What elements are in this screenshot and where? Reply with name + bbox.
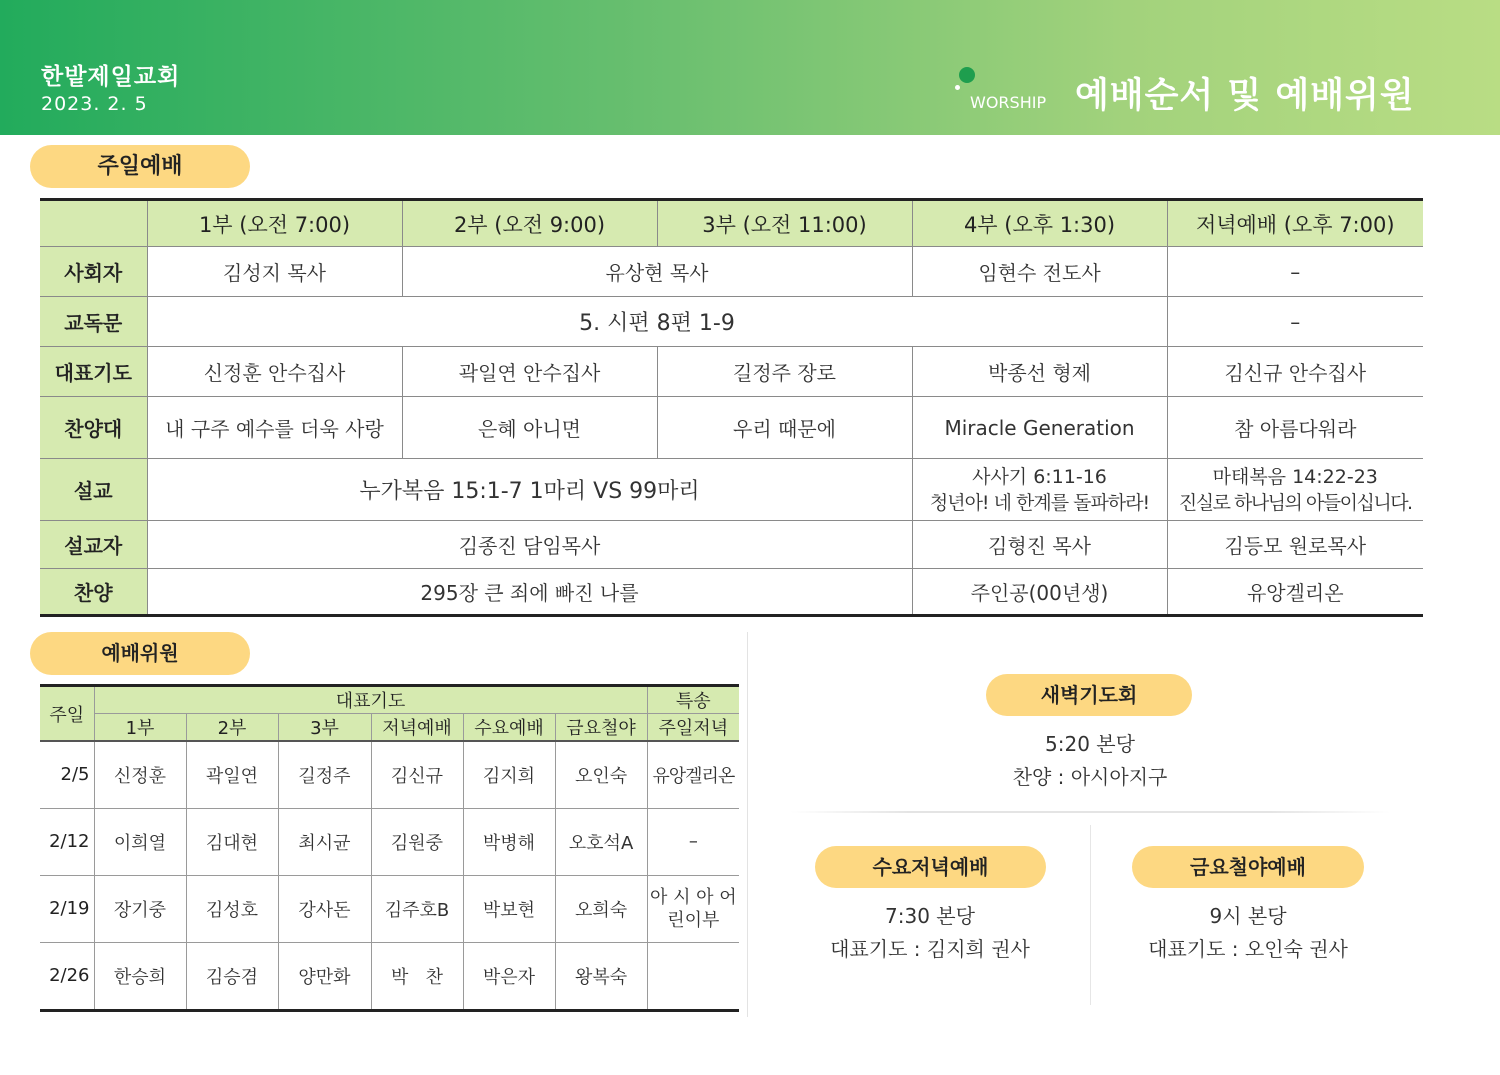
column-header: 1부 <box>94 714 186 742</box>
table-cell: 김승겸 <box>186 942 278 1010</box>
wednesday-service-pill: 수요저녁예배 <box>815 846 1046 888</box>
table-cell: Miracle Generation <box>912 397 1167 459</box>
table-cell: 박 찬 <box>371 942 463 1010</box>
table-cell: – <box>1167 297 1423 347</box>
table-cell: 신정훈 안수집사 <box>147 347 402 397</box>
table-row <box>40 247 1423 297</box>
bulletin-date: 2023. 2. 5 <box>41 93 148 115</box>
dawn-prayer-info <box>940 728 1240 794</box>
row-label: 설교 <box>40 459 147 521</box>
table-cell: 임현수 전도사 <box>912 247 1167 297</box>
column-header: 3부 (오전 11:00) <box>657 200 912 247</box>
table-cell: 295장 큰 죄에 빠진 나를 <box>147 569 912 616</box>
table-cell: 장기중 <box>94 875 186 942</box>
row-label: 찬양대 <box>40 397 147 459</box>
table-cell: 양만화 <box>278 942 371 1010</box>
row-date: 2/19 <box>40 875 94 942</box>
table-cell: 강사돈 <box>278 875 371 942</box>
dawn-praise: 찬양 : 아시아지구 <box>1012 765 1168 789</box>
section-label-en: WORSHIP <box>970 93 1047 112</box>
column-header: 주일저녁 <box>647 714 739 742</box>
table-header-row <box>40 200 1423 247</box>
dawn-time: 5:20 본당 <box>1045 732 1135 756</box>
section-divider <box>1090 825 1091 1005</box>
table-cell: 은혜 아니면 <box>402 397 657 459</box>
table-row <box>40 741 739 808</box>
sunday-service-table <box>40 198 1423 617</box>
table-cell: 최시균 <box>278 808 371 875</box>
column-header: 3부 <box>278 714 371 742</box>
table-cell: – <box>1167 247 1423 297</box>
column-header: 대표기도 <box>94 686 647 714</box>
sermon-title: 진실로 하나님의 아들이십니다. <box>1178 491 1412 514</box>
table-row <box>40 875 739 942</box>
table-cell: 박보현 <box>463 875 555 942</box>
row-label: 찬양 <box>40 569 147 616</box>
table-cell: 5. 시편 8편 1-9 <box>147 297 1167 347</box>
wednesday-time: 7:30 본당 <box>885 904 975 928</box>
section-divider <box>747 632 748 1017</box>
table-cell: 내 구주 예수를 더욱 사랑 <box>147 397 402 459</box>
table-cell: 곽일연 <box>186 741 278 808</box>
table-subheader-row <box>40 714 739 742</box>
table-cell: 오호석A <box>555 808 647 875</box>
table-cell: – <box>647 808 739 875</box>
wednesday-service-info <box>780 900 1080 966</box>
table-cell <box>647 942 739 1010</box>
column-header: 금요철야 <box>555 714 647 742</box>
table-cell: 왕복숙 <box>555 942 647 1010</box>
table-cell: 길정주 장로 <box>657 347 912 397</box>
table-row <box>40 347 1423 397</box>
table-row <box>40 808 739 875</box>
column-header: 수요예배 <box>463 714 555 742</box>
table-row <box>40 297 1423 347</box>
column-header: 특송 <box>647 686 739 714</box>
friday-time: 9시 본당 <box>1209 904 1287 928</box>
table-cell: 김원중 <box>371 808 463 875</box>
row-date: 2/5 <box>40 741 94 808</box>
table-cell: 한승희 <box>94 942 186 1010</box>
column-header: 1부 (오전 7:00) <box>147 200 402 247</box>
wednesday-prayer: 대표기도 : 김지희 권사 <box>830 937 1030 961</box>
table-cell: 김신규 <box>371 741 463 808</box>
column-header: 저녁예배 <box>371 714 463 742</box>
row-label: 대표기도 <box>40 347 147 397</box>
dawn-prayer-pill: 새벽기도회 <box>986 674 1192 716</box>
table-header-row <box>40 686 739 714</box>
table-cell: 김대현 <box>186 808 278 875</box>
row-label: 교독문 <box>40 297 147 347</box>
page-title: 예배순서 및 예배위원 <box>1075 76 1415 116</box>
table-row <box>40 569 1423 616</box>
table-row <box>40 459 1423 521</box>
table-cell: 박종선 형제 <box>912 347 1167 397</box>
table-cell: 참 아름다워라 <box>1167 397 1423 459</box>
table-cell: 유상현 목사 <box>402 247 912 297</box>
table-cell: 오희숙 <box>555 875 647 942</box>
table-cell: 오인숙 <box>555 741 647 808</box>
table-cell: 박은자 <box>463 942 555 1010</box>
friday-service-pill: 금요철야예배 <box>1132 846 1364 888</box>
row-label: 사회자 <box>40 247 147 297</box>
table-cell: 누가복음 15:1-7 1마리 VS 99마리 <box>147 459 912 521</box>
table-cell: 박병해 <box>463 808 555 875</box>
section-divider <box>790 811 1390 813</box>
table-cell: 신정훈 <box>94 741 186 808</box>
column-header: 저녁예배 (오후 7:00) <box>1167 200 1423 247</box>
table-cell: 아 시 아 어린이부 <box>647 875 739 942</box>
sermon-passage: 마태복음 14:22-23 <box>1212 465 1378 488</box>
column-header: 4부 (오후 1:30) <box>912 200 1167 247</box>
table-cell: 김지희 <box>463 741 555 808</box>
sunday-service-pill: 주일예배 <box>30 145 250 188</box>
column-header: 2부 (오전 9:00) <box>402 200 657 247</box>
row-date: 2/26 <box>40 942 94 1010</box>
table-cell: 곽일연 안수집사 <box>402 347 657 397</box>
table-row <box>40 397 1423 459</box>
church-name: 한밭제일교회 <box>41 64 181 90</box>
friday-service-info <box>1098 900 1398 966</box>
table-cell: 김성지 목사 <box>147 247 402 297</box>
table-row <box>40 521 1423 569</box>
table-cell: 유앙겔리온 <box>647 741 739 808</box>
table-cell: 주인공(00년생) <box>912 569 1167 616</box>
column-header: 2부 <box>186 714 278 742</box>
sermon-passage: 사사기 6:11-16 <box>972 465 1107 488</box>
row-date: 2/12 <box>40 808 94 875</box>
table-cell: 김종진 담임목사 <box>147 521 912 569</box>
table-row <box>40 942 739 1010</box>
table-cell: 김신규 안수집사 <box>1167 347 1423 397</box>
members-table <box>40 684 739 1012</box>
members-pill: 예배위원 <box>30 632 250 675</box>
table-cell: 김성호 <box>186 875 278 942</box>
table-cell: 김등모 원로목사 <box>1167 521 1423 569</box>
corner-cell <box>40 200 147 247</box>
table-cell <box>912 459 1167 521</box>
table-cell: 유앙겔리온 <box>1167 569 1423 616</box>
table-cell: 김형진 목사 <box>912 521 1167 569</box>
sermon-title: 청년아! 네 한계를 돌파하라! <box>929 491 1150 514</box>
green-dot-icon <box>959 67 975 83</box>
friday-prayer: 대표기도 : 오인숙 권사 <box>1148 937 1348 961</box>
column-header: 주일 <box>40 686 94 742</box>
table-cell: 길정주 <box>278 741 371 808</box>
header-banner <box>0 0 1500 135</box>
table-cell: 우리 때문에 <box>657 397 912 459</box>
table-cell <box>1167 459 1423 521</box>
white-dot-icon <box>955 85 960 90</box>
table-cell: 김주호B <box>371 875 463 942</box>
row-label: 설교자 <box>40 521 147 569</box>
table-cell: 이희열 <box>94 808 186 875</box>
